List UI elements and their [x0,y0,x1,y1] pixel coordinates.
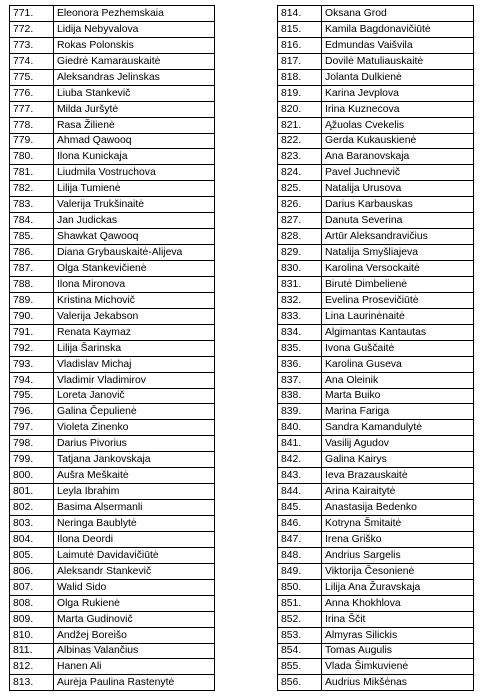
person-name: Marina Fariga [322,404,474,420]
table-row [278,245,474,261]
table-row [10,37,215,53]
table-row [278,149,474,165]
person-name: Rasa Žilienė [54,117,215,133]
table-row [10,292,215,308]
row-number: 791. [10,324,54,340]
person-name: Violeta Zinenko [54,420,215,436]
person-name: Vlada Šimkuvienė [322,659,474,675]
person-name: Lilija Ana Žuravskaja [322,579,474,595]
table-row [10,420,215,436]
table-row [278,276,474,292]
row-number: 796. [10,404,54,420]
row-number: 786. [10,245,54,261]
left-name-table [9,5,215,691]
table-row [278,420,474,436]
table-row [10,484,215,500]
table-row [278,500,474,516]
table-row [10,468,215,484]
person-name: Irina Kuznecova [322,101,474,117]
table-row [278,468,474,484]
table-row [278,404,474,420]
person-name: Kristina Michovič [54,292,215,308]
table-row [10,117,215,133]
table-row [278,563,474,579]
table-row [278,308,474,324]
person-name: Galina Kairys [322,452,474,468]
person-name: Arina Kairaitytė [322,484,474,500]
table-row [278,292,474,308]
table-row [278,69,474,85]
row-number: 829. [278,245,322,261]
row-number: 847. [278,531,322,547]
table-row [10,547,215,563]
person-name: Vladislav Michaj [54,356,215,372]
row-number: 819. [278,85,322,101]
person-name: Pavel Juchnevič [322,165,474,181]
table-row [278,372,474,388]
person-name: Jolanta Dulkienė [322,69,474,85]
table-row [278,340,474,356]
person-name: Loreta Janovič [54,388,215,404]
table-row [10,324,215,340]
row-number: 776. [10,85,54,101]
table-row [10,245,215,261]
person-name: Audrius Mikšėnas [322,675,474,691]
table-row [278,213,474,229]
person-name: Lidija Nebyvalova [54,21,215,37]
row-number: 778. [10,117,54,133]
person-name: Natalija Smyšliajeva [322,245,474,261]
row-number: 783. [10,197,54,213]
table-row [278,452,474,468]
row-number: 794. [10,372,54,388]
person-name: Marta Gudinovič [54,611,215,627]
row-number: 832. [278,292,322,308]
table-row [278,229,474,245]
table-row [278,643,474,659]
row-number: 821. [278,117,322,133]
person-name: Tatjana Jankovskaja [54,452,215,468]
person-name: Dovilė Matuliauskaitė [322,53,474,69]
table-row [278,133,474,149]
row-number: 801. [10,484,54,500]
table-row [278,659,474,675]
table-row [278,611,474,627]
person-name: Anna Khokhlova [322,595,474,611]
row-number: 830. [278,261,322,277]
person-name: Ilona Deordi [54,531,215,547]
row-number: 780. [10,149,54,165]
table-row [10,276,215,292]
row-number: 773. [10,37,54,53]
person-name: Irina Ščit [322,611,474,627]
row-number: 843. [278,468,322,484]
table-row [278,261,474,277]
row-number: 811. [10,643,54,659]
person-name: Oksana Grod [322,6,474,22]
person-name: Viktorija Česonienė [322,563,474,579]
table-row [278,531,474,547]
person-name: Kotryna Šmitaitė [322,516,474,532]
person-name: Ivona Guščaitė [322,340,474,356]
row-number: 806. [10,563,54,579]
person-name: Aleksandras Jelinskas [54,69,215,85]
row-number: 852. [278,611,322,627]
row-number: 782. [10,181,54,197]
person-name: Aušra Meškaitė [54,468,215,484]
row-number: 816. [278,37,322,53]
table-row [278,627,474,643]
table-row [10,6,215,22]
row-number: 777. [10,101,54,117]
row-number: 814. [278,6,322,22]
row-number: 793. [10,356,54,372]
row-number: 828. [278,229,322,245]
person-name: Vladimir Vladimirov [54,372,215,388]
table-row [278,53,474,69]
table-row [10,500,215,516]
table-row [10,579,215,595]
row-number: 779. [10,133,54,149]
table-row [10,675,215,691]
row-number: 775. [10,69,54,85]
right-name-table [277,5,474,691]
table-row [10,229,215,245]
person-name: Darius Pivorius [54,436,215,452]
person-name: Natalija Urusova [322,181,474,197]
table-row [278,85,474,101]
row-number: 815. [278,21,322,37]
person-name: Galina Čepulienė [54,404,215,420]
table-row [10,181,215,197]
person-name: Liuba Stankevič [54,85,215,101]
person-name: Olga Rukienė [54,595,215,611]
table-row [278,484,474,500]
row-number: 846. [278,516,322,532]
person-name: Artūr Aleksandravičius [322,229,474,245]
person-name: Leyla Ibrahim [54,484,215,500]
row-number: 812. [10,659,54,675]
table-row [278,579,474,595]
person-name: Valerija Trukšinaitė [54,197,215,213]
person-name: Aurėja Paulina Rastenytė [54,675,215,691]
person-name: Ieva Brazauskaitė [322,468,474,484]
table-row [278,595,474,611]
table-row [10,165,215,181]
table-row [278,181,474,197]
person-name: Milda Juršytė [54,101,215,117]
row-number: 825. [278,181,322,197]
row-number: 799. [10,452,54,468]
row-number: 833. [278,308,322,324]
table-row [278,388,474,404]
table-row [278,356,474,372]
table-row [10,85,215,101]
row-number: 837. [278,372,322,388]
person-name: Shawkat Qawooq [54,229,215,245]
row-number: 851. [278,595,322,611]
table-row [278,324,474,340]
person-name: Andrius Sargelis [322,547,474,563]
table-row [10,643,215,659]
table-row [10,563,215,579]
person-name: Olga Stankevičienė [54,261,215,277]
row-number: 771. [10,6,54,22]
person-name: Karolina Guseva [322,356,474,372]
row-number: 826. [278,197,322,213]
table-row [278,37,474,53]
table-row [10,659,215,675]
row-number: 853. [278,627,322,643]
table-row [278,21,474,37]
row-number: 792. [10,340,54,356]
person-name: Lina Laurinėnaitė [322,308,474,324]
row-number: 790. [10,308,54,324]
row-number: 785. [10,229,54,245]
row-number: 784. [10,213,54,229]
person-name: Lilija Šarinska [54,340,215,356]
row-number: 856. [278,675,322,691]
person-name: Laimutė Davidavičiūtė [54,547,215,563]
row-number: 808. [10,595,54,611]
row-number: 840. [278,420,322,436]
table-row [10,388,215,404]
row-number: 810. [10,627,54,643]
row-number: 842. [278,452,322,468]
table-row [10,133,215,149]
row-number: 835. [278,340,322,356]
person-name: Ilona Kunickaja [54,149,215,165]
row-number: 800. [10,468,54,484]
row-number: 781. [10,165,54,181]
table-row [10,21,215,37]
person-name: Rokas Polonskis [54,37,215,53]
row-number: 802. [10,500,54,516]
person-name: Darius Karbauskas [322,197,474,213]
person-name: Jan Judickas [54,213,215,229]
table-row [10,595,215,611]
person-name: Vasilij Agudov [322,436,474,452]
row-number: 809. [10,611,54,627]
person-name: Walid Sido [54,579,215,595]
row-number: 824. [278,165,322,181]
row-number: 823. [278,149,322,165]
row-number: 820. [278,101,322,117]
person-name: Valerija Jekabson [54,308,215,324]
table-row [10,611,215,627]
person-name: Lilija Tumienė [54,181,215,197]
row-number: 845. [278,500,322,516]
table-row [10,340,215,356]
row-number: 788. [10,276,54,292]
table-row [278,117,474,133]
person-name: Birutė Dimbelienė [322,276,474,292]
person-name: Algimantas Kantautas [322,324,474,340]
person-name: Ąžuolas Cvekelis [322,117,474,133]
row-number: 841. [278,436,322,452]
table-row [10,627,215,643]
table-row [278,547,474,563]
person-name: Ana Oleinik [322,372,474,388]
person-name: Ana Baranovskaja [322,149,474,165]
row-number: 839. [278,404,322,420]
row-number: 818. [278,69,322,85]
row-number: 848. [278,547,322,563]
person-name: Tomas Augulis [322,643,474,659]
person-name: Karolina Versockaitė [322,261,474,277]
person-name: Almyras Silickis [322,627,474,643]
table-row [10,53,215,69]
row-number: 772. [10,21,54,37]
table-row [278,516,474,532]
person-name: Evelina Prosevičiūtė [322,292,474,308]
person-name: Sandra Kamandulytė [322,420,474,436]
person-name: Gerda Kukauskienė [322,133,474,149]
table-row [278,101,474,117]
person-name: Hanen Ali [54,659,215,675]
person-name: Aleksandr Stankevič [54,563,215,579]
person-name: Danuta Severina [322,213,474,229]
row-number: 844. [278,484,322,500]
table-row [10,261,215,277]
row-number: 798. [10,436,54,452]
table-row [278,165,474,181]
person-name: Eleonora Pezhemskaia [54,6,215,22]
row-number: 834. [278,324,322,340]
person-name: Edmundas Vaišvila [322,37,474,53]
row-number: 804. [10,531,54,547]
table-row [10,404,215,420]
person-name: Ahmad Qawooq [54,133,215,149]
table-row [10,356,215,372]
table-row [278,675,474,691]
person-name: Irena Griško [322,531,474,547]
person-name: Diana Grybauskaitė-Alijeva [54,245,215,261]
table-row [10,149,215,165]
row-number: 795. [10,388,54,404]
table-row [10,308,215,324]
table-row [10,101,215,117]
table-row [278,436,474,452]
table-row [10,531,215,547]
row-number: 854. [278,643,322,659]
person-name: Giedrė Kamarauskaitė [54,53,215,69]
table-row [10,452,215,468]
row-number: 849. [278,563,322,579]
person-name: Karina Jevplova [322,85,474,101]
table-row [278,197,474,213]
row-number: 813. [10,675,54,691]
row-number: 827. [278,213,322,229]
person-name: Basima Alsermanli [54,500,215,516]
row-number: 805. [10,547,54,563]
person-name: Neringa Baublytė [54,516,215,532]
row-number: 797. [10,420,54,436]
table-row [10,372,215,388]
table-row [10,436,215,452]
row-number: 807. [10,579,54,595]
person-name: Renata Kaymaz [54,324,215,340]
table-row [278,6,474,22]
row-number: 774. [10,53,54,69]
table-row [10,516,215,532]
row-number: 831. [278,276,322,292]
person-name: Kamila Bagdonavičiūtė [322,21,474,37]
row-number: 789. [10,292,54,308]
person-name: Liudmila Vostruchova [54,165,215,181]
table-row [10,213,215,229]
row-number: 855. [278,659,322,675]
row-number: 836. [278,356,322,372]
row-number: 803. [10,516,54,532]
row-number: 817. [278,53,322,69]
person-name: Albinas Valančius [54,643,215,659]
row-number: 850. [278,579,322,595]
person-name: Ilona Mironova [54,276,215,292]
person-name: Marta Buiko [322,388,474,404]
table-row [10,197,215,213]
person-name: Anastasija Bedenko [322,500,474,516]
row-number: 787. [10,261,54,277]
person-name: Andžej Boreišo [54,627,215,643]
row-number: 838. [278,388,322,404]
row-number: 822. [278,133,322,149]
table-row [10,69,215,85]
